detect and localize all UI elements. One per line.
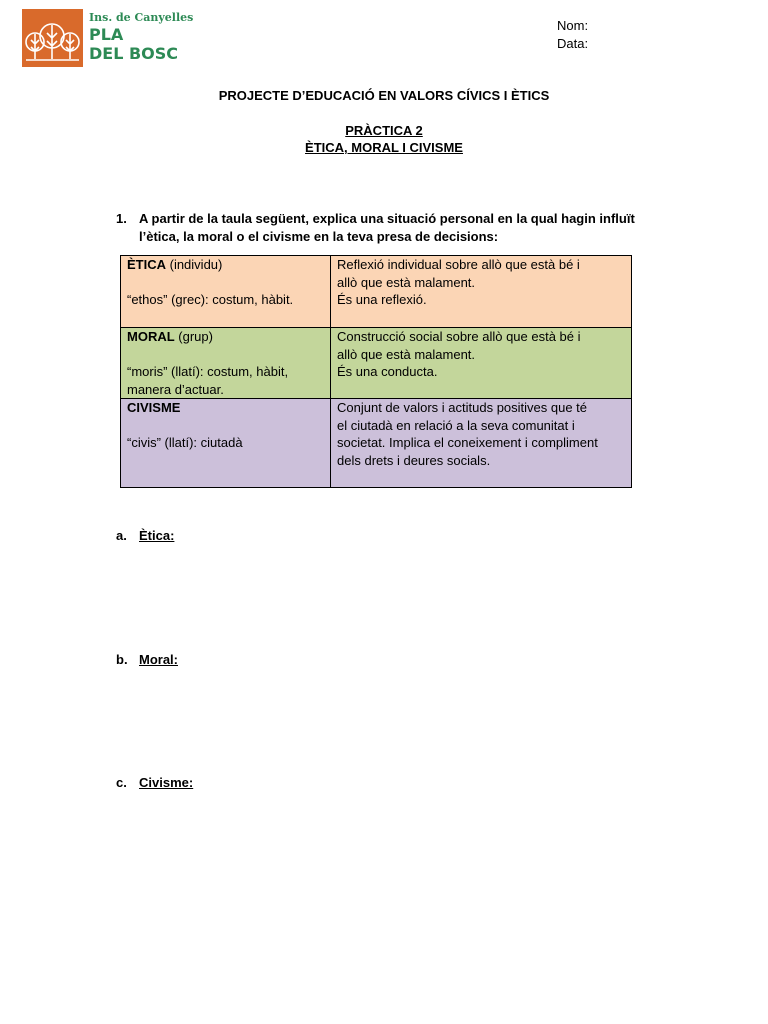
practica-title: PRÀCTICA 2 xyxy=(345,123,423,138)
question-text: A partir de la taula següent, explica una situació personal en la qual hagin influït l’ètica, la moral o el civisme en la teva presa de decisions: xyxy=(139,211,635,244)
definition-line: Construcció social sobre allò que està bé i xyxy=(337,329,581,344)
subquestion-label: Moral: xyxy=(139,652,178,667)
definition-line: el ciutadà en relació a la seva comunitat i xyxy=(337,417,575,433)
nom-label: Nom: xyxy=(557,18,589,33)
table-row-moral xyxy=(121,328,632,399)
term-name: ÈTICA xyxy=(127,257,166,272)
term-qualifier: (grup) xyxy=(174,329,213,344)
term-qualifier: (individu) xyxy=(166,257,223,272)
subquestion-label: Ètica: xyxy=(139,528,175,543)
subquestion-moral xyxy=(116,652,178,667)
term-name: CIVISME xyxy=(127,400,181,415)
term-etymology: “civis” (llatí): ciutadà xyxy=(127,435,243,450)
definition-line: És una conducta. xyxy=(337,364,438,379)
term-cell xyxy=(121,256,331,328)
definition-line: Reflexió individual sobre allò que està bé i xyxy=(337,257,580,272)
subquestion-label: Civisme: xyxy=(139,775,194,790)
term-cell xyxy=(121,328,331,399)
logo-school-name xyxy=(89,25,178,63)
term-etymology: “moris” (llatí): costum, hàbit, manera d’actuar. xyxy=(127,364,289,397)
logo-line-2: DEL BOSC xyxy=(89,44,179,63)
table-row-civisme xyxy=(121,399,632,488)
definition-cell xyxy=(331,399,632,488)
definition-line: allò que està malament. xyxy=(337,346,476,362)
definition-cell xyxy=(331,328,632,399)
subquestion-civisme xyxy=(116,775,193,790)
logo-line-1: PLA xyxy=(89,25,124,44)
subquestion-letter: a. xyxy=(116,528,127,543)
school-logo xyxy=(22,9,198,69)
student-info xyxy=(557,17,588,53)
definition-line: allò que està malament. xyxy=(337,274,476,290)
logo-school-label: Ins. de Canyelles xyxy=(89,11,194,24)
subquestion-letter: c. xyxy=(116,775,127,790)
tree-logo-icon xyxy=(22,9,83,67)
question-number: 1. xyxy=(116,211,127,226)
term-name: MORAL xyxy=(127,329,175,344)
definition-line: Conjunt de valors i actituds positives que té xyxy=(337,400,588,415)
question-1 xyxy=(116,210,646,246)
definition-cell xyxy=(331,256,632,328)
practica-subtitle: ÈTICA, MORAL I CIVISME xyxy=(305,140,463,155)
term-cell xyxy=(121,399,331,488)
values-table xyxy=(120,255,632,488)
term-etymology: “ethos” (grec): costum, hàbit. xyxy=(127,292,294,307)
table-row-etica xyxy=(121,256,632,328)
definition-line: dels drets i deures socials. xyxy=(337,452,491,468)
project-title: PROJECTE D’EDUCACIÓ EN VALORS CÍVICS I ÈTICS xyxy=(218,88,550,103)
subquestion-etica xyxy=(116,528,174,543)
definition-line: És una reflexió. xyxy=(337,292,427,307)
definition-line: societat. Implica el coneixement i compliment xyxy=(337,435,598,450)
subquestion-letter: b. xyxy=(116,652,128,667)
data-label: Data: xyxy=(557,36,589,51)
